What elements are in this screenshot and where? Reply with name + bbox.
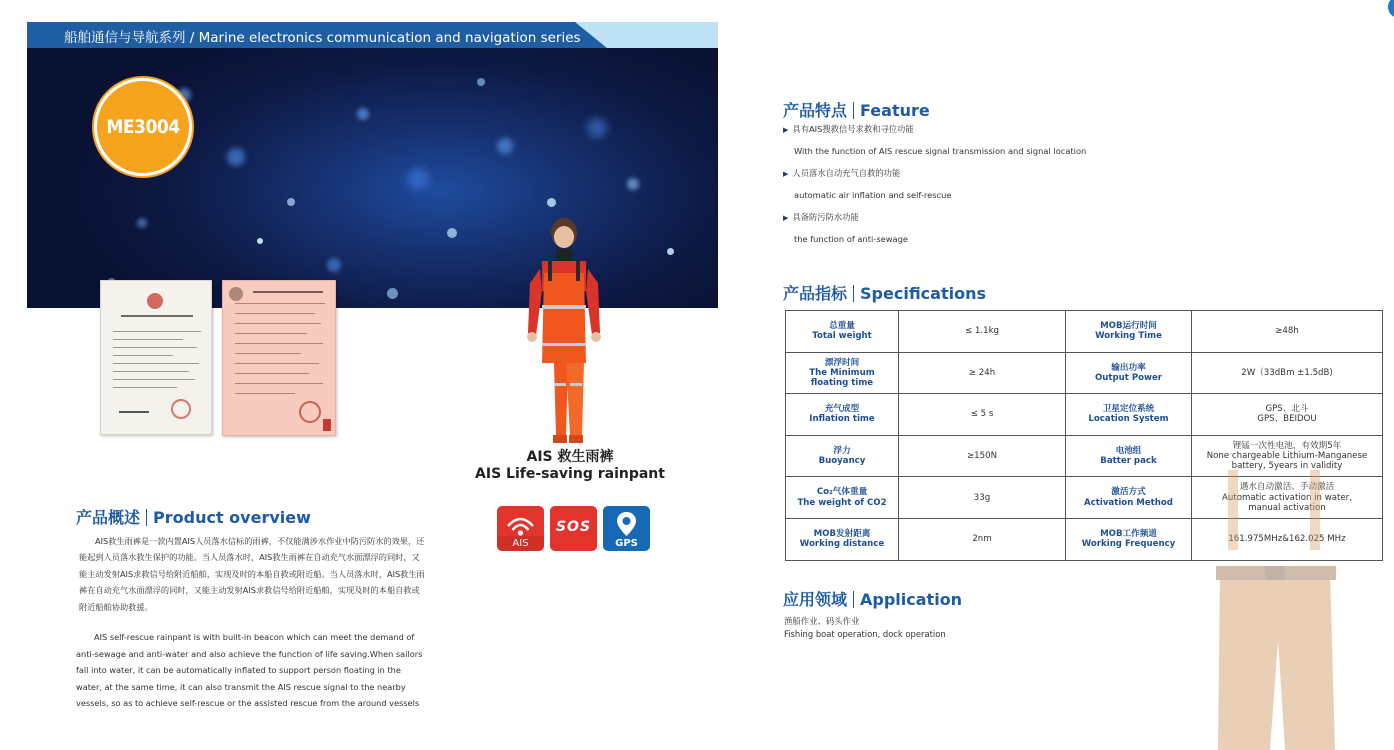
faded-rainpant-graphic xyxy=(1160,470,1390,750)
feature-item-2-en: automatic air inflation and self-rescue xyxy=(794,190,952,200)
spec-label: 输出功率 Output Power xyxy=(1066,352,1192,394)
spec-label: 漂浮时间 The Minimum floating time xyxy=(786,352,899,394)
application-text xyxy=(784,615,946,640)
patent-certificate-image xyxy=(100,280,212,435)
product-certificate-image xyxy=(222,280,336,436)
feature-item-1-cn: ▶ 具有AIS搜救信号求救和寻位功能 xyxy=(783,121,1086,143)
series-title: 船舶通信与导航系列 / Marine electronics communication and navigation series xyxy=(64,30,581,46)
spec-label: 卫星定位系统 Location System xyxy=(1066,394,1192,436)
overview-text-en: AIS self-rescue rainpant is with built-in beacon which can meet the demand of anti-sewage and anti-water and also achieve the function of life saving.When sailors fall into water, it can be automatically inflated to support person floating in the water, at the same time, it can also transmit the AIS rescue signal to the nearby vessels, so as to achieve self-rescue or the assisted rescue from the around vessels xyxy=(76,632,423,709)
model-number: ME3004 xyxy=(106,116,180,138)
overview-heading: 产品概述 Product overview xyxy=(76,508,311,527)
spec-label: Co₂气体重量 The weight of CO2 xyxy=(786,477,899,519)
gps-icon: GPS xyxy=(603,506,650,551)
application-heading: 应用领域 Application xyxy=(783,590,963,609)
product-title xyxy=(470,449,670,483)
overview-text-cn: AIS救生雨裤是一款内置AIS人员落水信标的雨裤，不仅能满涉水作业中防污防水的效果，还能起到人员落水救生保护的功能。当人员落水时，AIS救生雨裤在自动充气水面漂浮的同时，又能主动发射AIS求救信号给附近船舶，实现及时的本船自救或附近船。当人员落水时，AIS救生雨裤在自动充气水面漂浮的同时，又能主动发射AIS求救信号给附近船舶，实现及时的本船自救或附近船舶协助救援。 xyxy=(79,536,425,612)
feature-item-1-en: With the function of AIS rescue signal transmission and signal location xyxy=(794,146,1087,156)
application-line-en: Fishing boat operation, dock operation xyxy=(784,628,946,639)
product-model-photo xyxy=(520,213,608,448)
spec-label: 总重量 Total weight xyxy=(786,311,899,353)
model-badge xyxy=(94,78,192,176)
corner-marker xyxy=(1388,0,1394,18)
spec-row xyxy=(786,394,1383,436)
spec-value: 2nm xyxy=(899,518,1066,560)
spec-value: 2W（33dBm ±1.5dB) xyxy=(1192,352,1383,394)
spec-value: 锂锰一次性电池，有效期5年 None chargeable Lithium-Manganese battery, 5years in validity xyxy=(1192,435,1383,477)
product-name-en: AIS Life-saving rainpant xyxy=(475,466,665,482)
product-name-cn: AIS 救生雨裤 xyxy=(526,449,614,465)
series-banner xyxy=(27,22,718,48)
spec-value: ≥150N xyxy=(899,435,1066,477)
spec-value: ≥48h xyxy=(1192,311,1383,353)
feature-item-3-cn: ▶ 具备防污防水功能 xyxy=(783,209,1086,231)
feature-item-3-en: the function of anti-sewage xyxy=(794,234,908,244)
specifications-heading: 产品指标 Specifications xyxy=(783,284,986,303)
spec-value: 33g xyxy=(899,477,1066,519)
spec-label: MOB工作频道 Working Frequency xyxy=(1066,518,1192,560)
spec-label: 电池组 Batter pack xyxy=(1066,435,1192,477)
spec-label: 激活方式 Activation Method xyxy=(1066,477,1192,519)
feature-icons xyxy=(497,506,650,551)
spec-label: 充气成型 Inflation time xyxy=(786,394,899,436)
spec-label: MOB运行时间 Working Time xyxy=(1066,311,1192,353)
spec-value: 161.975MHz&162.025 MHz xyxy=(1192,518,1383,560)
application-line-cn: 渔船作业、码头作业 xyxy=(784,616,860,626)
spec-label: 浮力 Buoyancy xyxy=(786,435,899,477)
spec-label: MOB发射距离 Working distance xyxy=(786,518,899,560)
spec-value: 遇水自动激活、手动激活 Automatic activation in water, manual activation xyxy=(1192,477,1383,519)
sos-icon: SOS xyxy=(550,506,597,551)
spec-value: ≤ 1.1kg xyxy=(899,311,1066,353)
spec-row xyxy=(786,352,1383,394)
feature-list xyxy=(783,121,1086,253)
feature-item-2-cn: ▶ 人员落水自动充气自救的功能 xyxy=(783,165,1086,187)
spec-value: ≤ 5 s xyxy=(899,394,1066,436)
ais-icon: AIS xyxy=(497,506,544,551)
feature-heading: 产品特点 Feature xyxy=(783,101,930,120)
spec-value: GPS、北斗 GPS、BEIDOU xyxy=(1192,394,1383,436)
spec-value: ≥ 24h xyxy=(899,352,1066,394)
spec-row xyxy=(786,311,1383,353)
